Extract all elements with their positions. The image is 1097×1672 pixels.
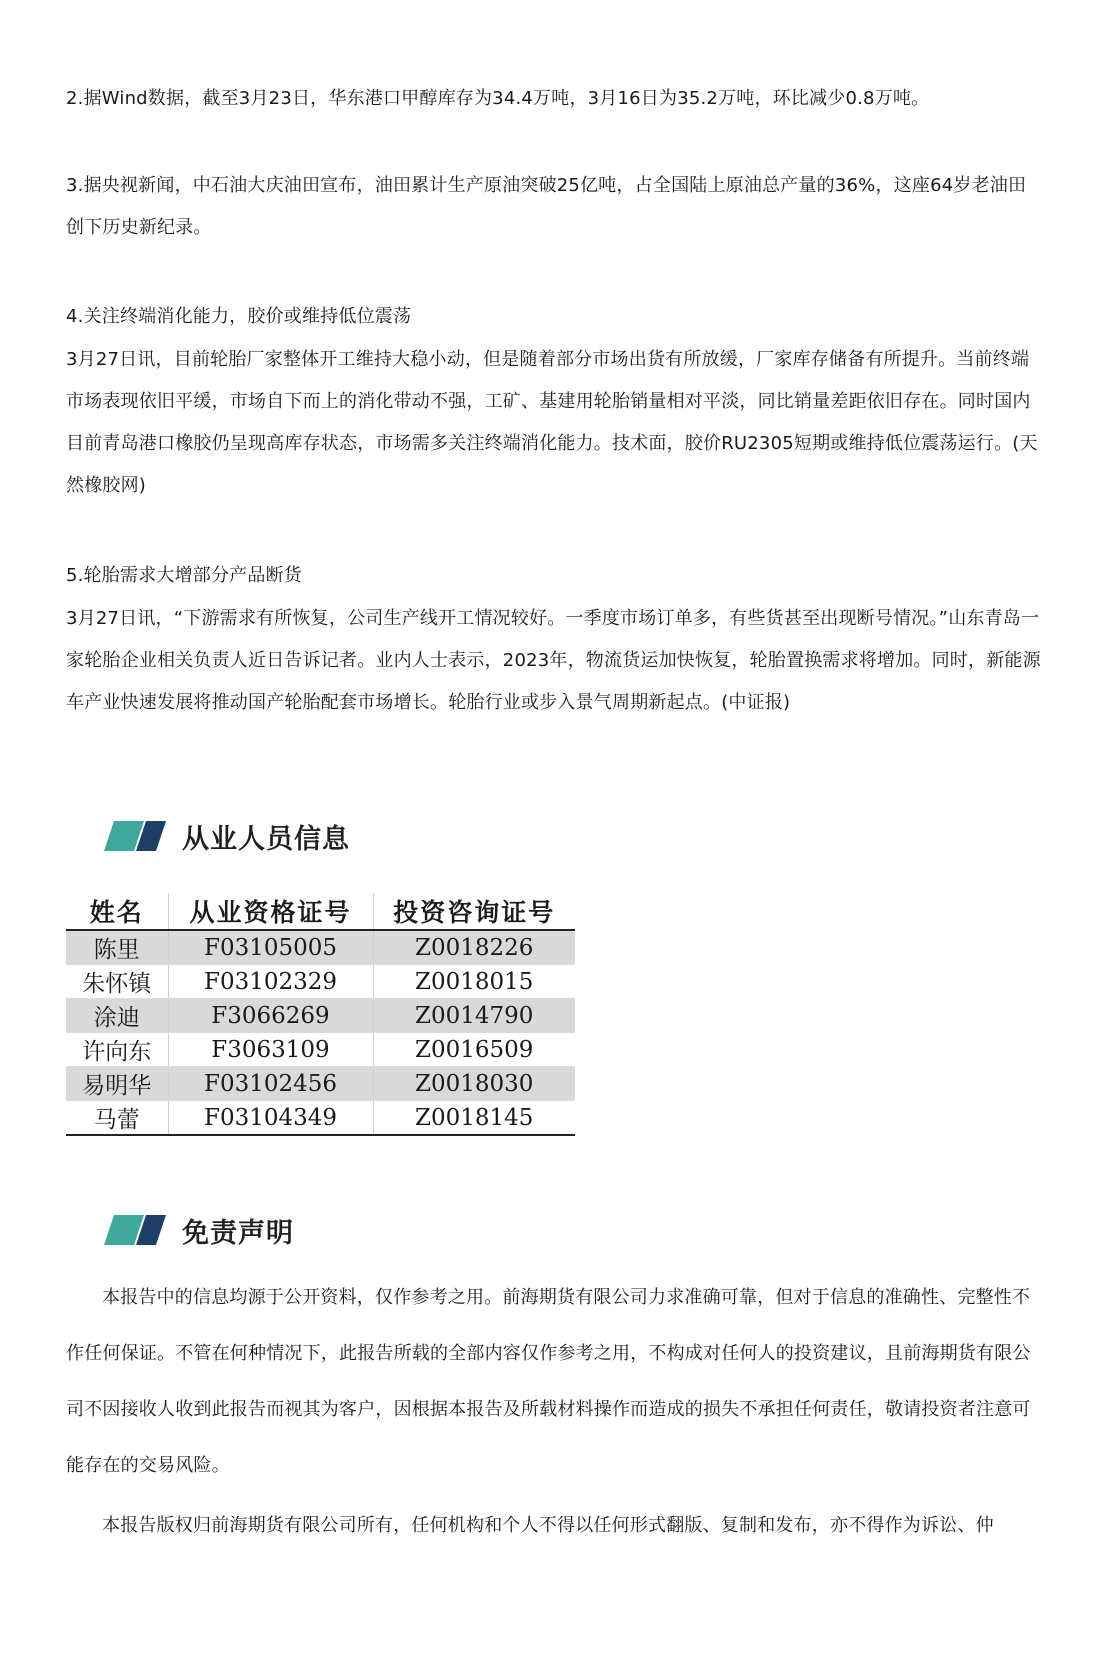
staff-name: 许向东	[66, 1033, 168, 1067]
staff-section-title: 从业人员信息	[182, 823, 350, 855]
qualification-no: F03104349	[168, 1101, 373, 1136]
table-row	[66, 1033, 575, 1067]
consulting-no: Z0018015	[373, 965, 575, 999]
disclaimer-paragraph-2: 本报告版权归前海期货有限公司所有，任何机构和个人不得以任何形式翻版、复制和发布，亦不得作为诉讼、仲	[102, 1515, 994, 1536]
qualification-no: F03102456	[168, 1067, 373, 1101]
section-marker-icon	[104, 1215, 166, 1245]
table-header-row	[66, 893, 575, 930]
news-item-4-body: 3月27日讯，目前轮胎厂家整体开工维持大稳小动，但是随着部分市场出货有所放缓，厂家库存储备有所提升。当前终端市场表现依旧平缓，市场自下而上的消化带动不强，工矿、基建用轮胎销量相对平淡，同比销量差距依旧存在。同时国内目前青岛港口橡胶仍呈现高库存状态，市场需多关注终端消化能力。技术面，胶价RU2305短期或维持低位震荡运行。(天然橡胶网)	[66, 349, 1038, 496]
staff-section-header	[104, 816, 350, 856]
staff-name: 涂迪	[66, 999, 168, 1033]
staff-name: 马蕾	[66, 1101, 168, 1136]
table-row	[66, 1067, 575, 1101]
news-item-5-title: 5.轮胎需求大增部分产品断货	[66, 565, 302, 586]
header-consulting-no: 投资咨询证号	[373, 893, 575, 930]
qualification-no: F03102329	[168, 965, 373, 999]
news-item-5-body: 3月27日讯，“下游需求有所恢复，公司生产线开工情况较好。一季度市场订单多，有些货甚至出现断号情况。”山东青岛一家轮胎企业相关负责人近日告诉记者。业内人士表示，2023年，物流货运加快恢复，轮胎置换需求将增加。同时，新能源车产业快速发展将推动国产轮胎配套市场增长。轮胎行业或步入景气周期新起点。(中证报)	[66, 608, 1041, 713]
staff-table	[66, 893, 575, 1136]
news-item-4-title: 4.关注终端消化能力，胶价或维持低位震荡	[66, 306, 412, 327]
consulting-no: Z0018030	[373, 1067, 575, 1101]
disclaimer-paragraph-1: 本报告中的信息均源于公开资料，仅作参考之用。前海期货有限公司力求准确可靠，但对于信息的准确性、完整性不作任何保证。不管在何种情况下，此报告所载的全部内容仅作参考之用，不构成对任何人的投资建议，且前海期货有限公司不因接收人收到此报告而视其为客户，因根据本报告及所载材料操作而造成的损失不承担任何责任，敬请投资者注意可能存在的交易风险。	[66, 1287, 1031, 1476]
staff-name: 朱怀镇	[66, 965, 168, 999]
consulting-no: Z0018226	[373, 930, 575, 965]
consulting-no: Z0016509	[373, 1033, 575, 1067]
table-row	[66, 999, 575, 1033]
news-item-3: 3.据央视新闻，中石油大庆油田宣布，油田累计生产原油突破25亿吨，占全国陆上原油总产量的36%，这座64岁老油田创下历史新纪录。	[66, 175, 1027, 238]
section-marker-icon	[104, 821, 166, 851]
staff-name: 易明华	[66, 1067, 168, 1101]
consulting-no: Z0018145	[415, 1104, 534, 1131]
qualification-no: F03105005	[168, 930, 373, 965]
table-row	[66, 1101, 575, 1136]
header-name: 姓名	[66, 893, 168, 930]
table-row	[66, 930, 575, 965]
consulting-no: Z0014790	[373, 999, 575, 1033]
disclaimer-section-header	[104, 1210, 294, 1250]
news-item-2: 2.据Wind数据，截至3月23日，华东港口甲醇库存为34.4万吨，3月16日为35.2万吨，环比减少0.8万吨。	[66, 88, 930, 109]
qualification-no: F3066269	[168, 999, 373, 1033]
table-row	[66, 965, 575, 999]
qualification-no: F3063109	[168, 1033, 373, 1067]
staff-name: 陈里	[66, 930, 168, 965]
header-qualification-no: 从业资格证号	[168, 893, 373, 930]
disclaimer-section-title: 免责声明	[182, 1217, 294, 1249]
